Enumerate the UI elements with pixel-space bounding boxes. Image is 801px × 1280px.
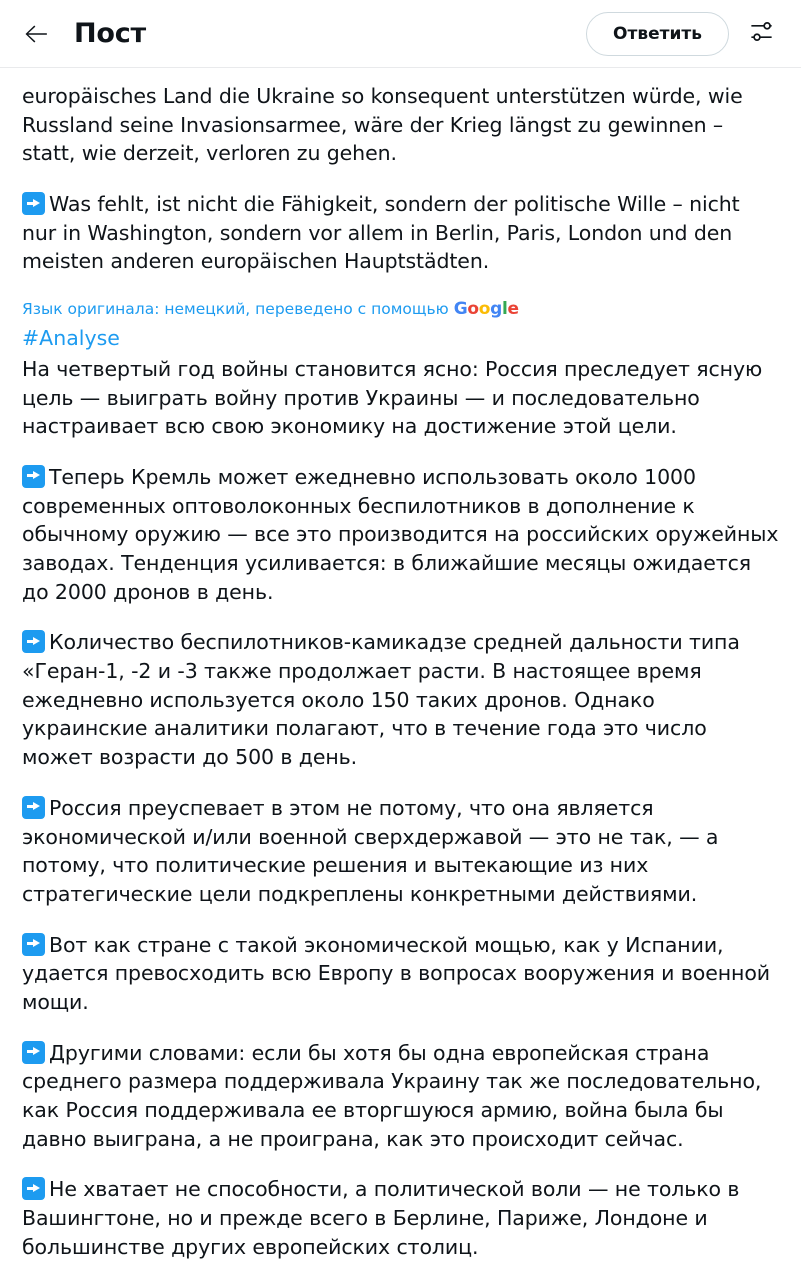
- right-arrow-icon: [22, 630, 45, 653]
- paragraph-text: Was fehlt, ist nicht die Fähigkeit, sondern der politische Wille – nicht nur in Washington, sondern vor allem in Berlin, Paris, London und den meisten anderen europäischen Hauptstädten.: [22, 192, 740, 274]
- page-title: Пост: [74, 18, 146, 49]
- translation-notice[interactable]: [22, 298, 779, 320]
- google-letter-o1: o: [467, 299, 479, 320]
- paragraph-text: Количество беспилотников-камикадзе средней дальности типа «Геран-1, -2 и -3 также продолжает расти. В настоящее время ежедневно используется около 150 таких дронов. Однако украинские аналитики полагают, что в течение года это число может возрасти до 500 в день.: [22, 630, 740, 770]
- paragraph-text: Не хватает не способности, а политической воли — не только в Вашингтоне, но и прежде всего в Берлине, Париже, Лондоне и большинстве других европейских столиц.: [22, 1177, 740, 1259]
- post-content: [0, 68, 801, 1280]
- right-arrow-icon: [22, 192, 45, 215]
- right-arrow-icon: [22, 1177, 45, 1200]
- hashtag-row: [22, 324, 779, 353]
- post-paragraph-ru-2: [22, 463, 779, 606]
- post-paragraph-de-2: [22, 190, 779, 276]
- arrow-left-icon: [24, 21, 50, 47]
- display-settings-button[interactable]: [739, 12, 783, 56]
- reply-button[interactable]: Ответить: [586, 12, 729, 56]
- sliders-icon: [748, 18, 775, 49]
- post-paragraph-ru-1: [22, 355, 779, 441]
- paragraph-text: На четвертый год войны становится ясно: Россия преследует ясную цель — выиграть войну против Украины — и последовательно настраивает всю свою экономику на достижение этой цели.: [22, 356, 763, 439]
- hashtag-link[interactable]: #Analyse: [22, 326, 120, 351]
- post-paragraph-ru-6: [22, 1039, 779, 1154]
- paragraph-text: Вот как стране с такой экономической мощью, как у Испании, удается превосходить всю Европу в вопросах вооружения и военной мощи.: [22, 932, 771, 1014]
- post-paragraph-ru-7: [22, 1175, 779, 1261]
- google-letter-o2: o: [478, 299, 491, 320]
- paragraph-text: Теперь Кремль может ежедневно использовать около 1000 современных оптоволоконных беспилотников в дополнение к обычному оружию — все это производится на российских оружейных заводах. Тенденция усиливается: в ближайшие месяцы ожидается до 2000 дронов в день.: [22, 464, 779, 604]
- google-letter-l: l: [502, 299, 508, 320]
- top-app-bar: [0, 0, 801, 68]
- paragraph-text: Россия преуспевает в этом не потому, что она является экономической и/или военной сверхдержавой — это не так, — а потому, что политические решения и вытекающие из них стратегические цели подкреплены конкретными действиями.: [22, 795, 719, 906]
- right-arrow-icon: [22, 933, 45, 956]
- translation-notice-text: Язык оригинала: немецкий, переведено с помощью: [22, 300, 449, 319]
- paragraph-text: Другими словами: если бы хотя бы одна европейская страна среднего размера поддерживала Украину так же последовательно, как Россия поддерживала ее вторгшуюся армию, война была бы давно выиграна, а не проиграна, как это происходит сейчас.: [22, 1040, 762, 1151]
- google-letter-g2: g: [490, 299, 503, 320]
- right-arrow-icon: [22, 465, 45, 488]
- back-button[interactable]: [14, 11, 60, 57]
- paragraph-text: europäisches Land die Ukraine so konsequent unterstützen würde, wie Russland seine Invasionsarmee, wäre der Krieg längst zu gewinnen – statt, wie derzeit, verloren zu gehen.: [22, 84, 743, 166]
- google-logo: [454, 298, 519, 320]
- post-paragraph-ru-5: [22, 931, 779, 1017]
- google-letter-g: G: [453, 299, 468, 320]
- post-paragraph-ru-4: [22, 794, 779, 909]
- post-paragraph-de-1: [22, 82, 779, 168]
- google-letter-e: e: [507, 299, 519, 320]
- post-paragraph-ru-3: [22, 628, 779, 771]
- right-arrow-icon: [22, 1041, 45, 1064]
- right-arrow-icon: [22, 796, 45, 819]
